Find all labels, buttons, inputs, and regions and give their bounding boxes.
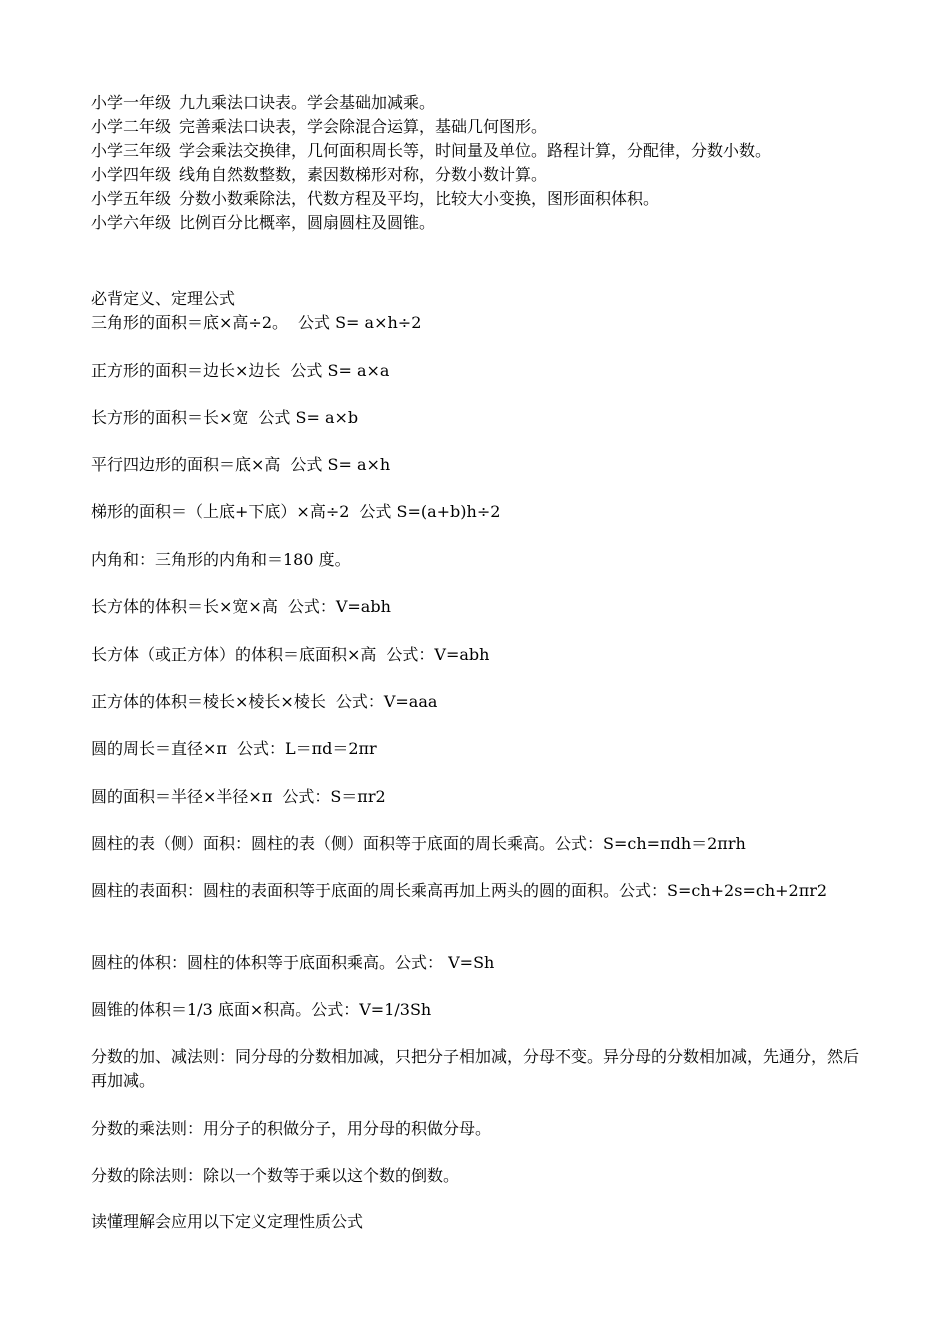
formula-text: 梯形的面积＝（上底+下底）×高÷2 bbox=[91, 502, 350, 521]
grade-line bbox=[91, 187, 866, 211]
formula-expression: 公式：L＝πd＝2πr bbox=[236, 739, 377, 758]
formula-text: 长方形的面积＝长×宽 bbox=[91, 408, 249, 427]
formula-line bbox=[91, 1045, 866, 1093]
formula-line bbox=[91, 998, 866, 1022]
formula-text: 正方体的体积＝棱长×棱长×棱长 bbox=[91, 692, 326, 711]
formula-line bbox=[91, 406, 866, 430]
grade-content: 线角自然数整数，素因数梯形对称，分数小数计算。 bbox=[179, 165, 548, 184]
formula-line bbox=[91, 832, 866, 856]
formula-text: 圆锥的体积＝1/3 底面×积高。 bbox=[91, 1000, 312, 1019]
formula-line bbox=[91, 1164, 866, 1188]
grade-line bbox=[91, 139, 866, 163]
formula-line bbox=[91, 785, 866, 809]
formula-expression: 公式：V=abh bbox=[386, 645, 490, 664]
formula-text: 三角形的面积＝底×高÷2。 bbox=[91, 313, 288, 332]
grade-name: 小学四年级 bbox=[91, 165, 172, 184]
grade-content: 比例百分比概率，圆扇圆柱及圆锥。 bbox=[179, 213, 436, 232]
formula-line bbox=[91, 951, 866, 975]
formula-expression: 公式： V=Sh bbox=[395, 953, 495, 972]
grade-name: 小学一年级 bbox=[91, 93, 172, 112]
formula-line bbox=[91, 311, 866, 335]
formula-expression: 公式 S= a×h÷2 bbox=[298, 313, 422, 332]
formula-line bbox=[91, 1117, 866, 1141]
formula-text: 圆柱的表面积：圆柱的表面积等于底面的周长乘高再加上两头的圆的面积。 bbox=[91, 881, 620, 900]
formula-expression: 公式：S=ch=πdh＝2πrh bbox=[555, 834, 746, 853]
grade-line bbox=[91, 91, 866, 115]
formula-line bbox=[91, 500, 866, 524]
formula-text: 平行四边形的面积＝底×高 bbox=[91, 455, 281, 474]
formula-line bbox=[91, 879, 866, 903]
grade-content: 完善乘法口诀表，学会除混合运算，基础几何图形。 bbox=[179, 117, 548, 136]
formula-text: 长方体（或正方体）的体积＝底面积×高 bbox=[91, 645, 377, 664]
grade-content: 分数小数乘除法，代数方程及平均，比较大小变换，图形面积体积。 bbox=[179, 189, 660, 208]
formula-line bbox=[91, 690, 866, 714]
formula-text: 内角和：三角形的内角和＝180 度。 bbox=[91, 550, 351, 569]
formula-expression: 公式 S=(a+b)h÷2 bbox=[359, 502, 501, 521]
formula-line bbox=[91, 737, 866, 761]
section-title: 必背定义、定理公式 bbox=[91, 289, 236, 308]
formula-line bbox=[91, 548, 866, 572]
grade-content: 九九乘法口诀表。学会基础加减乘。 bbox=[179, 93, 436, 112]
formula-expression: 公式 S= a×b bbox=[258, 408, 359, 427]
formula-line bbox=[91, 643, 866, 667]
formula-text: 圆的周长＝直径×π bbox=[91, 739, 227, 758]
grade-name: 小学三年级 bbox=[91, 141, 172, 160]
grade-list bbox=[91, 91, 866, 235]
formula-expression: 公式：S＝πr2 bbox=[282, 787, 386, 806]
formula-line bbox=[91, 595, 866, 619]
formula-expression: 公式：S=ch+2s=ch+2πr2 bbox=[619, 881, 828, 900]
formula-text: 分数的除法则：除以一个数等于乘以这个数的倒数。 bbox=[91, 1166, 460, 1185]
formula-text: 圆柱的表（侧）面积：圆柱的表（侧）面积等于底面的周长乘高。 bbox=[91, 834, 556, 853]
formula-expression: 公式：V=abh bbox=[287, 597, 391, 616]
formula-text: 长方体的体积＝长×宽×高 bbox=[91, 597, 278, 616]
footer-title: 读懂理解会应用以下定义定理性质公式 bbox=[91, 1212, 364, 1231]
formula-text: 圆的面积＝半径×半径×π bbox=[91, 787, 273, 806]
grade-name: 小学六年级 bbox=[91, 213, 172, 232]
formula-line bbox=[91, 453, 866, 477]
grade-line bbox=[91, 211, 866, 235]
grade-line bbox=[91, 163, 866, 187]
grade-name: 小学二年级 bbox=[91, 117, 172, 136]
formula-expression: 公式：V=1/3Sh bbox=[311, 1000, 432, 1019]
formula-line bbox=[91, 359, 866, 383]
formula-expression: 公式 S= a×h bbox=[290, 455, 391, 474]
grade-name: 小学五年级 bbox=[91, 189, 172, 208]
formula-text: 分数的加、减法则：同分母的分数相加减，只把分子相加减，分母不变。异分母的分数相加减，先通分，然后再加减。 bbox=[91, 1047, 860, 1090]
grade-line bbox=[91, 115, 866, 139]
formula-text: 分数的乘法则：用分子的积做分子，用分母的积做分母。 bbox=[91, 1119, 492, 1138]
formula-expression: 公式：V=aaa bbox=[335, 692, 438, 711]
formula-text: 正方形的面积＝边长×边长 bbox=[91, 361, 281, 380]
formula-expression: 公式 S= a×a bbox=[290, 361, 390, 380]
grade-content: 学会乘法交换律，几何面积周长等，时间量及单位。路程计算，分配律，分数小数。 bbox=[179, 141, 772, 160]
formula-text: 圆柱的体积：圆柱的体积等于底面积乘高。 bbox=[91, 953, 396, 972]
